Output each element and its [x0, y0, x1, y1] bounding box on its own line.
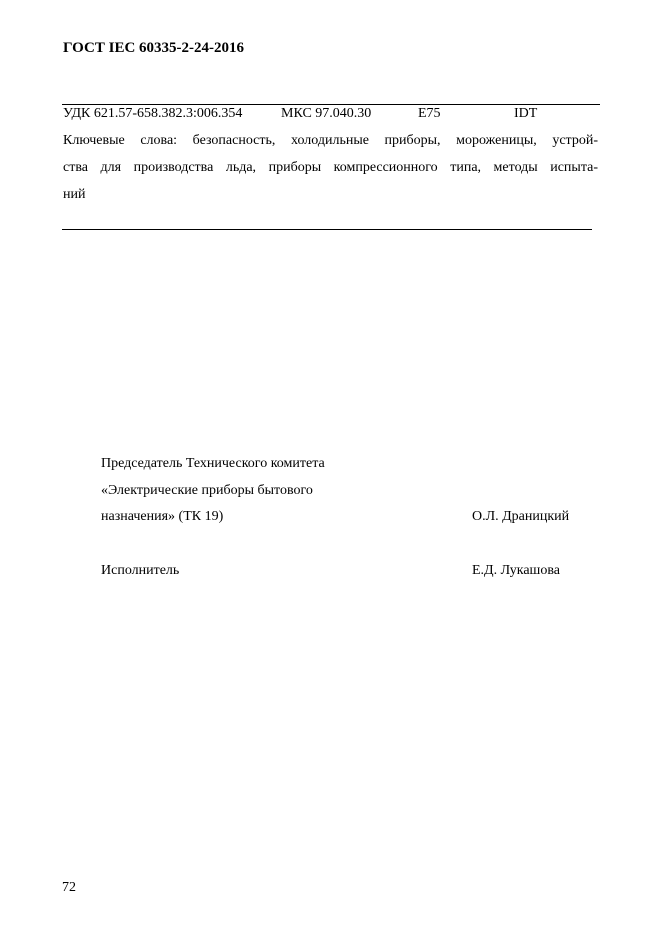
top-divider — [62, 104, 600, 105]
bottom-divider — [62, 229, 592, 230]
chairman-name: О.Л. Драницкий — [472, 509, 570, 524]
document-header-standard-code: ГОСТ IEC 60335-2-24-2016 — [63, 40, 245, 56]
chairman-title-line-3: назначения» (ТК 19) — [101, 509, 224, 524]
keywords-line-3: ний — [63, 187, 86, 202]
chairman-title-line-1: Председатель Технического комитета — [101, 456, 325, 471]
executor-label: Исполнитель — [101, 563, 180, 578]
mks-code: МКС 97.040.30 — [281, 106, 372, 121]
okstu-code: E75 — [418, 106, 441, 121]
harmonization-degree: IDT — [514, 106, 538, 121]
page-number: 72 — [62, 880, 76, 895]
executor-name: Е.Д. Лукашова — [472, 563, 560, 578]
chairman-title-line-2: «Электрические приборы бытового — [101, 483, 313, 498]
keywords-line-2: ства для производства льда, приборы компрессионного типа, методы испыта- — [63, 160, 598, 175]
udk-code: УДК 621.57-658.382.3:006.354 — [63, 106, 243, 121]
keywords-line-1: Ключевые слова: безопасность, холодильные приборы, мороженицы, устрой- — [63, 133, 598, 148]
